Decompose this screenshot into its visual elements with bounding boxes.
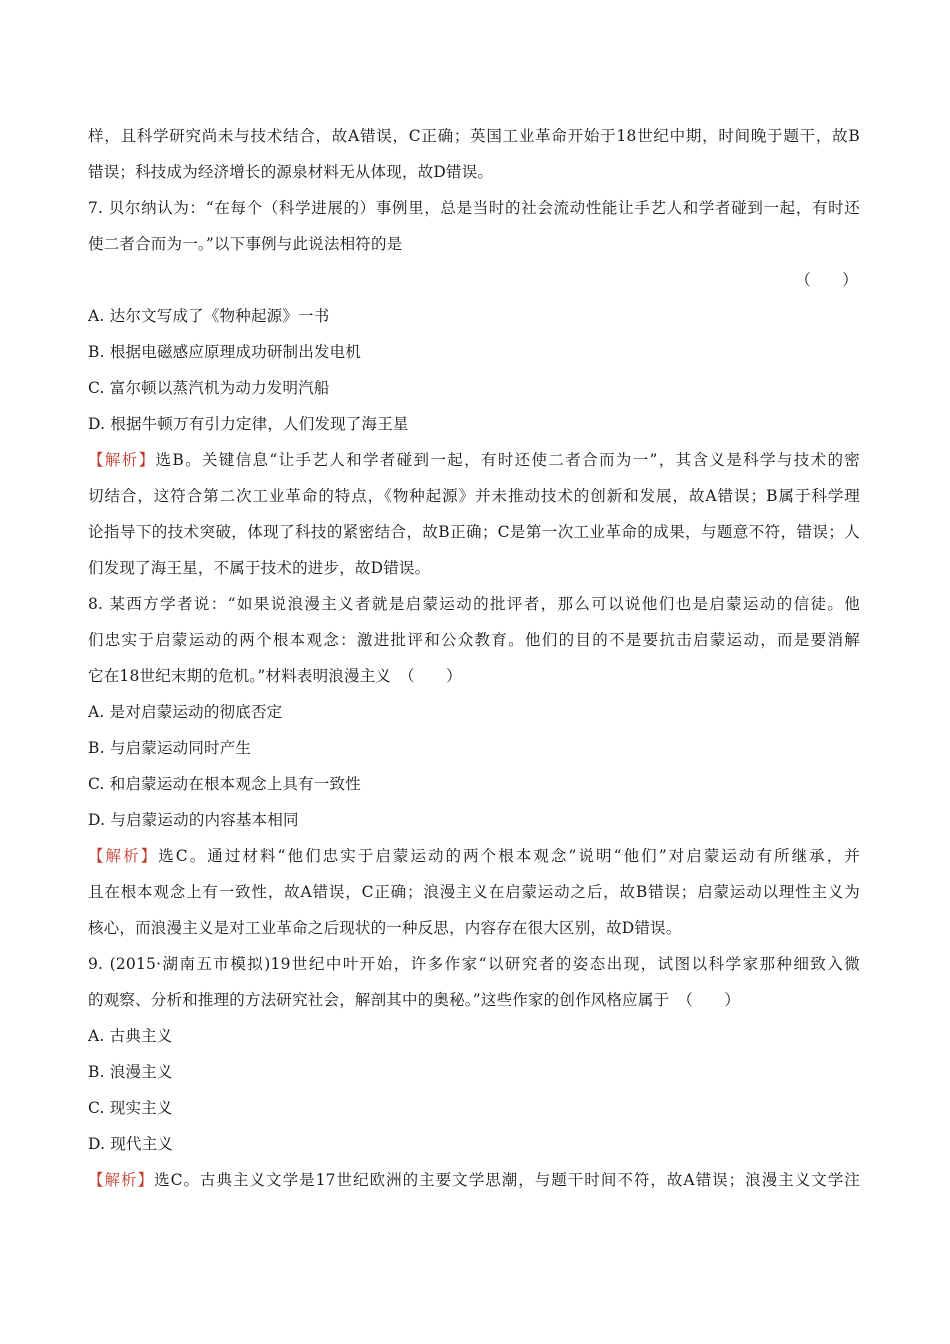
line-text: 核心，而浪漫主义是对工业革命之后现状的一种反思，内容存在很大区别，故D错误。	[88, 919, 682, 937]
line-text: A. 古典主义	[88, 1027, 173, 1045]
text-block	[88, 190, 860, 442]
text-line	[88, 874, 860, 910]
line-text: 们发现了海王星，不属于技术的进步，故D错误。	[88, 559, 431, 577]
answer-paren	[88, 262, 860, 298]
text-block	[88, 442, 860, 586]
text-line	[88, 190, 860, 226]
text-block	[88, 1162, 860, 1198]
line-text: D. 与启蒙运动的内容基本相同	[88, 811, 299, 829]
text-line	[88, 694, 860, 730]
text-line	[88, 1054, 860, 1090]
line-text: （ ）	[795, 271, 858, 289]
document-body	[88, 118, 860, 1198]
text-line	[88, 442, 860, 478]
text-line	[88, 514, 860, 550]
line-text: 选B。关键信息“让手艺人和学者碰到一起，有时还使二者合而为一”，其含义是科学与技术的密	[155, 451, 860, 469]
line-text: 选C。通过材料“他们忠实于启蒙运动的两个根本观念”说明“他们”对启蒙运动有所继承，并	[158, 847, 860, 865]
text-block	[88, 586, 860, 838]
text-line	[88, 406, 860, 442]
text-line	[88, 622, 860, 658]
line-text: A. 达尔文写成了《物种起源》一书	[88, 307, 330, 325]
line-text: 且在根本观念上有一致性，故A错误，C正确；浪漫主义在启蒙运动之后，故B错误；启蒙运动以理性主义为	[88, 883, 860, 901]
line-text: B. 与启蒙运动同时产生	[88, 739, 252, 757]
line-text: 8. 某西方学者说：“如果说浪漫主义者就是启蒙运动的批评者，那么可以说他们也是启蒙运动的信徒。他	[88, 595, 860, 613]
analysis-tag: 【解析】	[88, 1171, 155, 1189]
text-line	[88, 478, 860, 514]
text-block	[88, 838, 860, 946]
text-line	[88, 838, 860, 874]
text-line	[88, 658, 860, 694]
line-text: C. 现实主义	[88, 1099, 173, 1117]
text-block	[88, 118, 860, 190]
text-line	[88, 802, 860, 838]
line-text: 错误；科技成为经济增长的源泉材料无从体现，故D错误。	[88, 163, 494, 181]
text-line	[88, 766, 860, 802]
line-text: 们忠实于启蒙运动的两个根本观念：激进批评和公众教育。他们的目的不是要抗击启蒙运动，而是要消解	[88, 631, 860, 649]
text-line	[88, 154, 860, 190]
line-text: C. 和启蒙运动在根本观念上具有一致性	[88, 775, 361, 793]
text-block	[88, 946, 860, 1162]
analysis-tag: 【解析】	[88, 847, 159, 865]
text-line	[88, 910, 860, 946]
line-text: 使二者合而为一。”以下事例与此说法相符的是	[88, 235, 403, 253]
line-text: 切结合，这符合第二次工业革命的特点，《物种起源》并未推动技术的创新和发展，故A错误；B属于科学理	[88, 487, 860, 505]
text-line	[88, 1126, 860, 1162]
text-line	[88, 1162, 860, 1198]
line-text: 样，且科学研究尚未与技术结合，故A错误，C正确；英国工业革命开始于18世纪中期，时间晚于题干，故B	[88, 127, 860, 145]
analysis-tag: 【解析】	[88, 451, 156, 469]
line-text: 的观察、分析和推理的方法研究社会，解剖其中的奥秘。”这些作家的创作风格应属于 （ ）	[88, 991, 741, 1009]
text-line	[88, 1018, 860, 1054]
line-text: D. 现代主义	[88, 1135, 174, 1153]
line-text: B. 根据电磁感应原理成功研制出发电机	[88, 343, 362, 361]
line-text: 7. 贝尔纳认为：“在每个（科学进展的）事例里，总是当时的社会流动性能让手艺人和学者碰到一起，有时还	[88, 199, 860, 217]
line-text: A. 是对启蒙运动的彻底否定	[88, 703, 283, 721]
line-text: B. 浪漫主义	[88, 1063, 173, 1081]
text-line	[88, 586, 860, 622]
line-text: 9. (2015·湖南五市模拟)19世纪中叶开始，许多作家“以研究者的姿态出现，试图以科学家那种细致入微	[88, 955, 860, 973]
text-line	[88, 118, 860, 154]
line-text: C. 富尔顿以蒸汽机为动力发明汽船	[88, 379, 330, 397]
line-text: 选C。古典主义文学是17世纪欧洲的主要文学思潮，与题干时间不符，故A错误；浪漫主义文学注	[154, 1171, 860, 1189]
text-line	[88, 550, 860, 586]
line-text: D. 根据牛顿万有引力定律，人们发现了海王星	[88, 415, 409, 433]
text-line	[88, 370, 860, 406]
text-line	[88, 226, 860, 262]
text-line	[88, 982, 860, 1018]
text-line	[88, 730, 860, 766]
text-line	[88, 334, 860, 370]
text-line	[88, 946, 860, 982]
line-text: 它在18世纪末期的危机。”材料表明浪漫主义 （ ）	[88, 667, 462, 685]
text-line	[88, 1090, 860, 1126]
line-text: 论指导下的技术突破，体现了科技的紧密结合，故B正确；C是第一次工业革命的成果，与题意不符，错误；人	[88, 523, 860, 541]
text-line	[88, 298, 860, 334]
